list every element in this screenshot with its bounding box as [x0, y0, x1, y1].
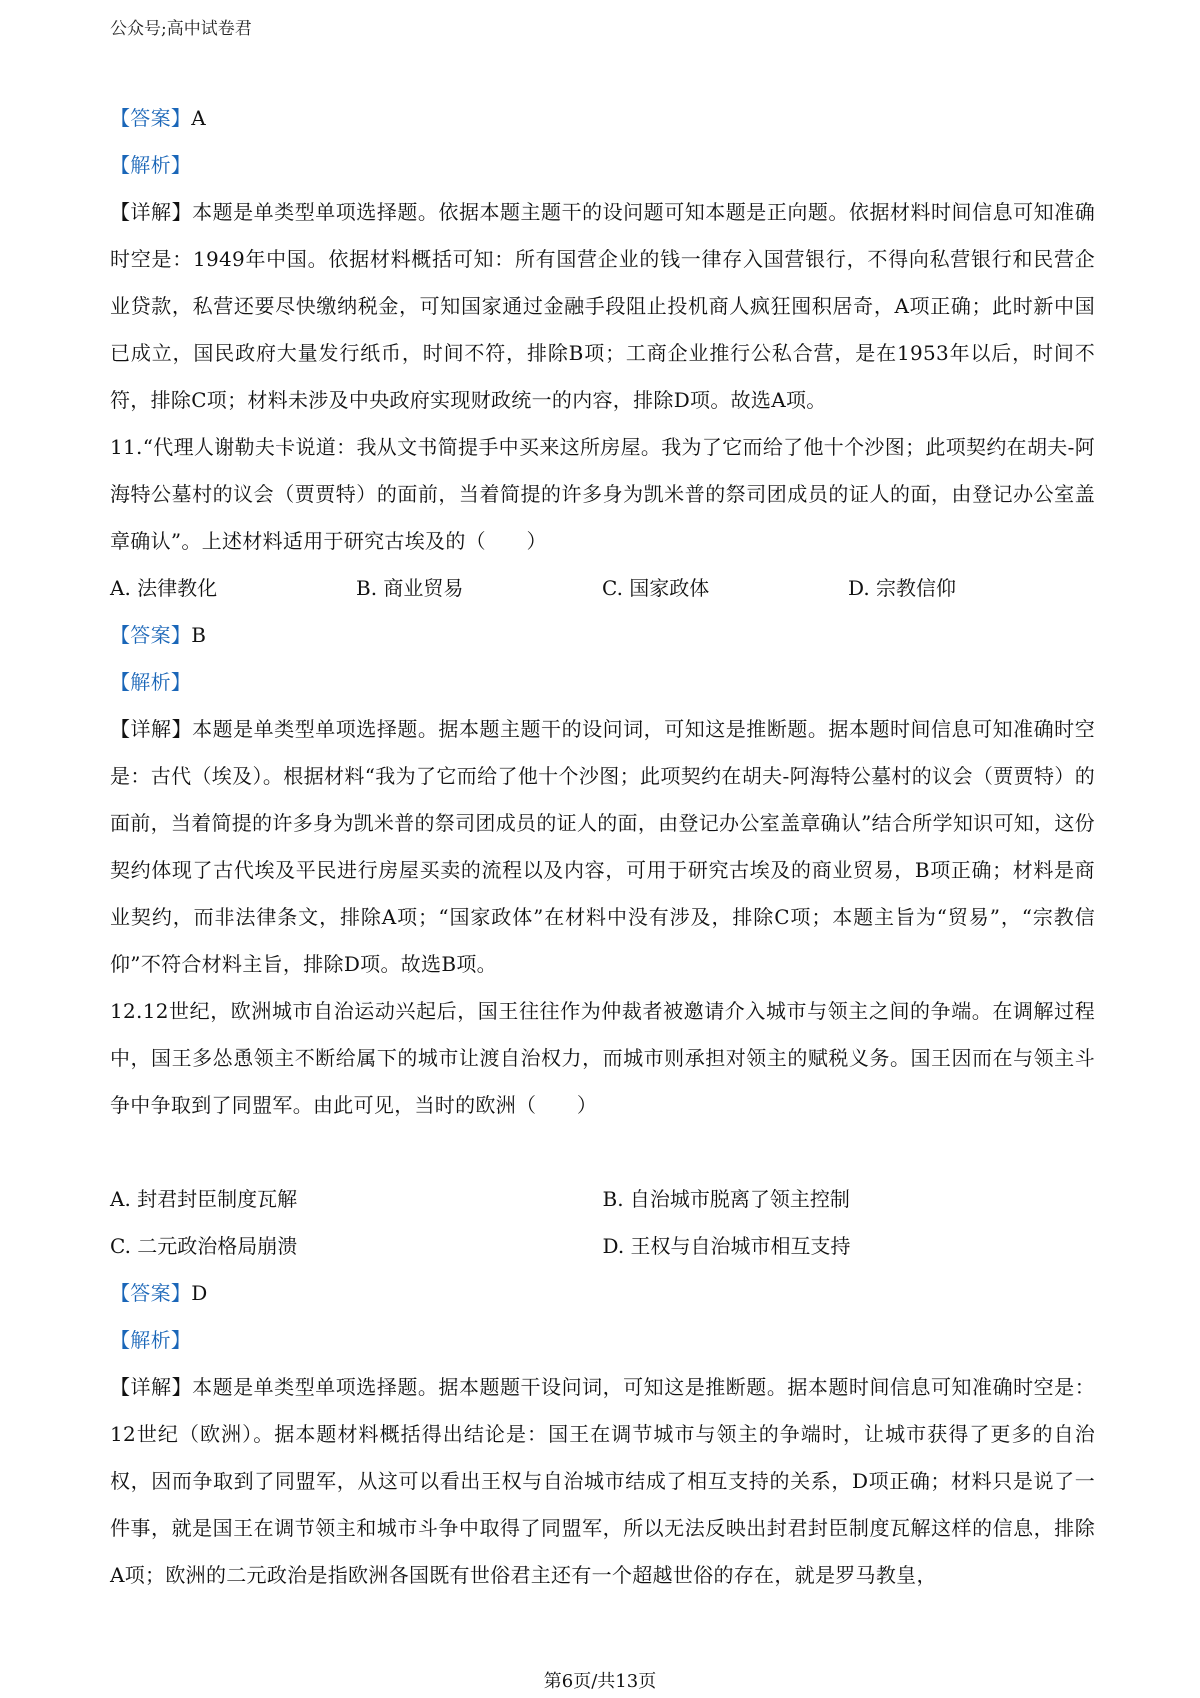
detail-paragraph: [110, 189, 1095, 424]
question-12-options-row1: [110, 1176, 1095, 1223]
analysis-line: [110, 659, 1095, 706]
detail-text: 本题是单类型单项选择题。据本题主题干的设问词，可知这是推断题。据本题时间信息可知准确时空是：古代（埃及）。根据材料“我为了它而给了他十个沙图；此项契约在胡夫-阿海特公墓村的议会（贾贾特）的面前，当着简提的许多身为凯米普的祭司团成员的证人的面，由登记办公室盖章确认”结合所学知识可知，这份契约体现了古代埃及平民进行房屋买卖的流程以及内容，可用于研究古埃及的商业贸易，B项正确；材料是商业契约，而非法律条文，排除A项；“国家政体”在材料中没有涉及，排除C项；本题主旨为“贸易”，“宗教信仰”不符合材料主旨，排除D项。故选B项。: [110, 717, 1096, 976]
detail-paragraph: [110, 706, 1095, 988]
question-12-options-row2: [110, 1223, 1095, 1270]
answer-label: 【答案】: [110, 1281, 192, 1305]
page-footer: 第6页/共13页: [543, 1671, 657, 1692]
detail-label: 【详解】: [110, 200, 193, 224]
detail-paragraph: [110, 1364, 1095, 1599]
page-header: 公众号;高中试卷君: [110, 19, 252, 39]
answer-line: [110, 612, 1095, 659]
option-a: A. 封君封臣制度瓦解: [110, 1187, 298, 1211]
page-content: [110, 95, 1095, 1599]
question-12-stem: 12.12世纪，欧洲城市自治运动兴起后，国王往往作为仲裁者被邀请介入城市与领主之间的争端。在调解过程中，国王多怂恿领主不断给属下的城市让渡自治权力，而城市则承担对领主的赋税义务。国王因而在与领主斗争中争取到了同盟军。由此可见，当时的欧洲（ ）: [110, 999, 1095, 1117]
answer-line: [110, 95, 1095, 142]
question-11-options: [110, 565, 1095, 612]
answer-value: B: [191, 623, 207, 647]
answer-label: 【答案】: [110, 623, 192, 647]
analysis-line: [110, 1317, 1095, 1364]
option-b: B. 商业贸易: [356, 576, 464, 600]
option-c: C. 国家政体: [602, 576, 710, 600]
analysis-label: 【解析】: [110, 153, 192, 177]
analysis-label: 【解析】: [110, 670, 192, 694]
option-d: D. 王权与自治城市相互支持: [602, 1234, 851, 1258]
question-11-stem: 11.“代理人谢勒夫卡说道：我从文书简提手中买来这所房屋。我为了它而给了他十个沙图；此项契约在胡夫-阿海特公墓村的议会（贾贾特）的面前，当着简提的许多身为凯米普的祭司团成员的证人的面，由登记办公室盖章确认”。上述材料适用于研究古埃及的（ ）: [110, 435, 1095, 553]
option-a: A. 法律教化: [110, 576, 218, 600]
answer-label: 【答案】: [110, 106, 192, 130]
option-d: D. 宗教信仰: [848, 576, 957, 600]
detail-label: 【详解】: [110, 717, 193, 741]
answer-value: A: [191, 106, 206, 130]
analysis-line: [110, 142, 1095, 189]
option-c: C. 二元政治格局崩溃: [110, 1234, 298, 1258]
option-b: B. 自治城市脱离了领主控制: [602, 1187, 850, 1211]
detail-text: 本题是单类型单项选择题。依据本题主题干的设问题可知本题是正向题。依据材料时间信息可知准确时空是：1949年中国。依据材料概括可知：所有国营企业的钱一律存入国营银行，不得向私营银行和民营企业贷款，私营还要尽快缴纳税金，可知国家通过金融手段阻止投机商人疯狂囤积居奇，A项正确；此时新中国已成立，国民政府大量发行纸币，时间不符，排除B项；工商企业推行公私合营，是在1953年以后，时间不符，排除C项；材料未涉及中央政府实现财政统一的内容，排除D项。故选A项。: [110, 200, 1096, 412]
answer-line: [110, 1270, 1095, 1317]
analysis-label: 【解析】: [110, 1328, 192, 1352]
answer-value: D: [191, 1281, 208, 1305]
detail-text: 本题是单类型单项选择题。据本题题干设问词，可知这是推断题。据本题时间信息可知准确时空是：12世纪（欧洲）。据本题材料概括得出结论是：国王在调节城市与领主的争端时，让城市获得了更多的自治权，因而争取到了同盟军，从这可以看出王权与自治城市结成了相互支持的关系，D项正确；材料只是说了一件事，就是国王在调节领主和城市斗争中取得了同盟军，所以无法反映出封君封臣制度瓦解这样的信息，排除A项；欧洲的二元政治是指欧洲各国既有世俗君主还有一个超越世俗的存在，就是罗马教皇，: [110, 1375, 1096, 1587]
detail-label: 【详解】: [110, 1375, 193, 1399]
